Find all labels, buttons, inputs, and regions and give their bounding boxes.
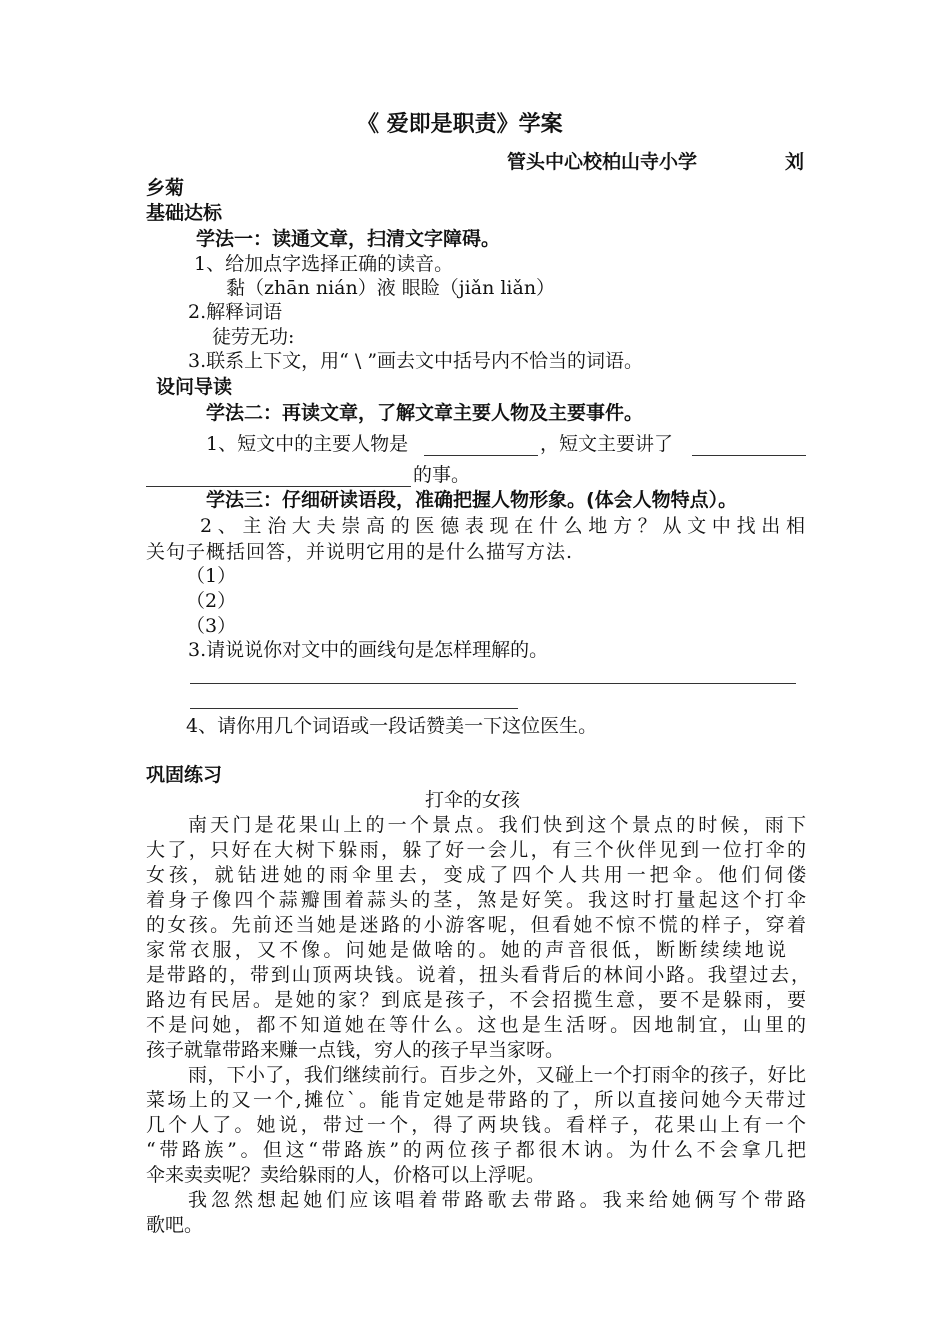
- story-title: 打伞的女孩: [425, 789, 521, 811]
- story-line: 歌吧。: [146, 1214, 204, 1236]
- section-heading-basic: 基础达标: [146, 202, 223, 224]
- story-line: 菜场上的又一个,摊位`。能肯定她是带路的了，所以直接问她今天带过: [146, 1089, 806, 1111]
- question-main-character-c: 的事。: [413, 464, 471, 486]
- question-underlined-sentence: 3.请说说你对文中的画线句是怎样理解的。: [188, 639, 549, 661]
- story-line: 路边有民居。是她的家？到底是孩子，不会招揽生意，要不是躲雨，要: [146, 989, 806, 1011]
- question-praise-doctor: 4、请你用几个词语或一段话赞美一下这位医生。: [186, 715, 598, 737]
- pronunciation-options: 黏（zhān nián）液 眼睑（jiǎn liǎn）: [226, 277, 556, 299]
- answer-blank: [692, 455, 806, 456]
- question-medical-ethics-line1: 2、主治大夫崇高的医德表现在什么地方？从文中找出相: [200, 515, 806, 537]
- story-line: 不是问她，都不知道她在等什么。这也是生活呀。因地制宜，山里的: [146, 1014, 806, 1036]
- story-line: 伞来卖卖呢？卖给躲雨的人，价格可以上浮呢。: [146, 1164, 546, 1186]
- story-line: 雨，下小了，我们继续前行。百步之外，又碰上一个打雨伞的孩子，好比: [188, 1064, 806, 1086]
- answer-blank: [424, 455, 538, 456]
- question-explain-words: 2.解释词语: [188, 301, 283, 323]
- author-surname: 刘: [785, 151, 805, 173]
- answer-blank: [146, 486, 411, 487]
- story-line: 着身子像四个蒜瓣围着蒜头的茎，煞是好笑。我这时打量起这个打伞: [146, 889, 806, 911]
- question-context-words: 3.联系上下文，用“ \ ”画去文中括号内不恰当的词语。: [188, 350, 644, 372]
- author-given-name: 乡菊: [146, 177, 185, 199]
- answer-slot-3: （3）: [186, 615, 237, 637]
- method-one: 学法一：读通文章，扫清文字障碍。: [196, 228, 501, 250]
- story-line: 是带路的，带到山顶两块钱。说着，扭头看背后的林间小路。我望过去，: [146, 964, 810, 986]
- question-pronunciation: 1、给加点字选择正确的读音。: [194, 253, 454, 275]
- story-line: “带路族”。但这“带路族”的两位孩子都很木讷。为什么不会拿几把: [146, 1139, 806, 1161]
- story-line: 我忽然想起她们应该唱着带路歌去带路。我来给她俩写个带路: [188, 1189, 806, 1211]
- section-heading-guided: 设问导读: [156, 376, 233, 398]
- story-line: 大了，只好在大树下躲雨，躲了好一会儿，有三个伙伴见到一位打伞的: [146, 839, 806, 861]
- question-main-character-a: 1、短文中的主要人物是: [206, 433, 409, 455]
- story-line: 的女孩。先前还当她是迷路的小游客呢，但看她不惊不慌的样子，穿着: [146, 914, 806, 936]
- method-three: 学法三：仔细研读语段，准确把握人物形象。(体会人物特点）。: [206, 489, 738, 511]
- question-main-character-b: ，短文主要讲了: [540, 433, 674, 455]
- answer-line: [190, 708, 518, 709]
- story-line: 几个人了。她说，带过一个，得了两块钱。看样子，花果山上有一个: [146, 1114, 806, 1136]
- answer-line: [190, 683, 796, 684]
- story-line: 女孩，就钻进她的雨伞里去，变成了四个人共用一把伞。他们伺偻: [146, 864, 806, 886]
- story-line: 南天门是花果山上的一个景点。我们快到这个景点的时候，雨下: [188, 814, 806, 836]
- answer-slot-1: （1）: [186, 565, 237, 587]
- page-title: 《 爱即是职责》学案: [357, 112, 563, 137]
- question-medical-ethics-line2: 关句子概括回答，并说明它用的是什么描写方法.: [146, 541, 574, 563]
- story-line: 家常衣服，又不像。问她是做啥的。她的声音很低，断断续续地说: [146, 939, 786, 961]
- word-to-explain: 徒劳无功:: [212, 326, 295, 348]
- author-school: 管头中心校柏山寺小学: [507, 151, 698, 173]
- story-line: 孩子就靠带路来赚一点钱，穷人的孩子早当家呀。: [146, 1039, 565, 1061]
- section-heading-practice: 巩固练习: [146, 764, 223, 786]
- method-two: 学法二：再读文章，了解文章主要人物及主要事件。: [206, 402, 644, 424]
- answer-slot-2: （2）: [186, 590, 237, 612]
